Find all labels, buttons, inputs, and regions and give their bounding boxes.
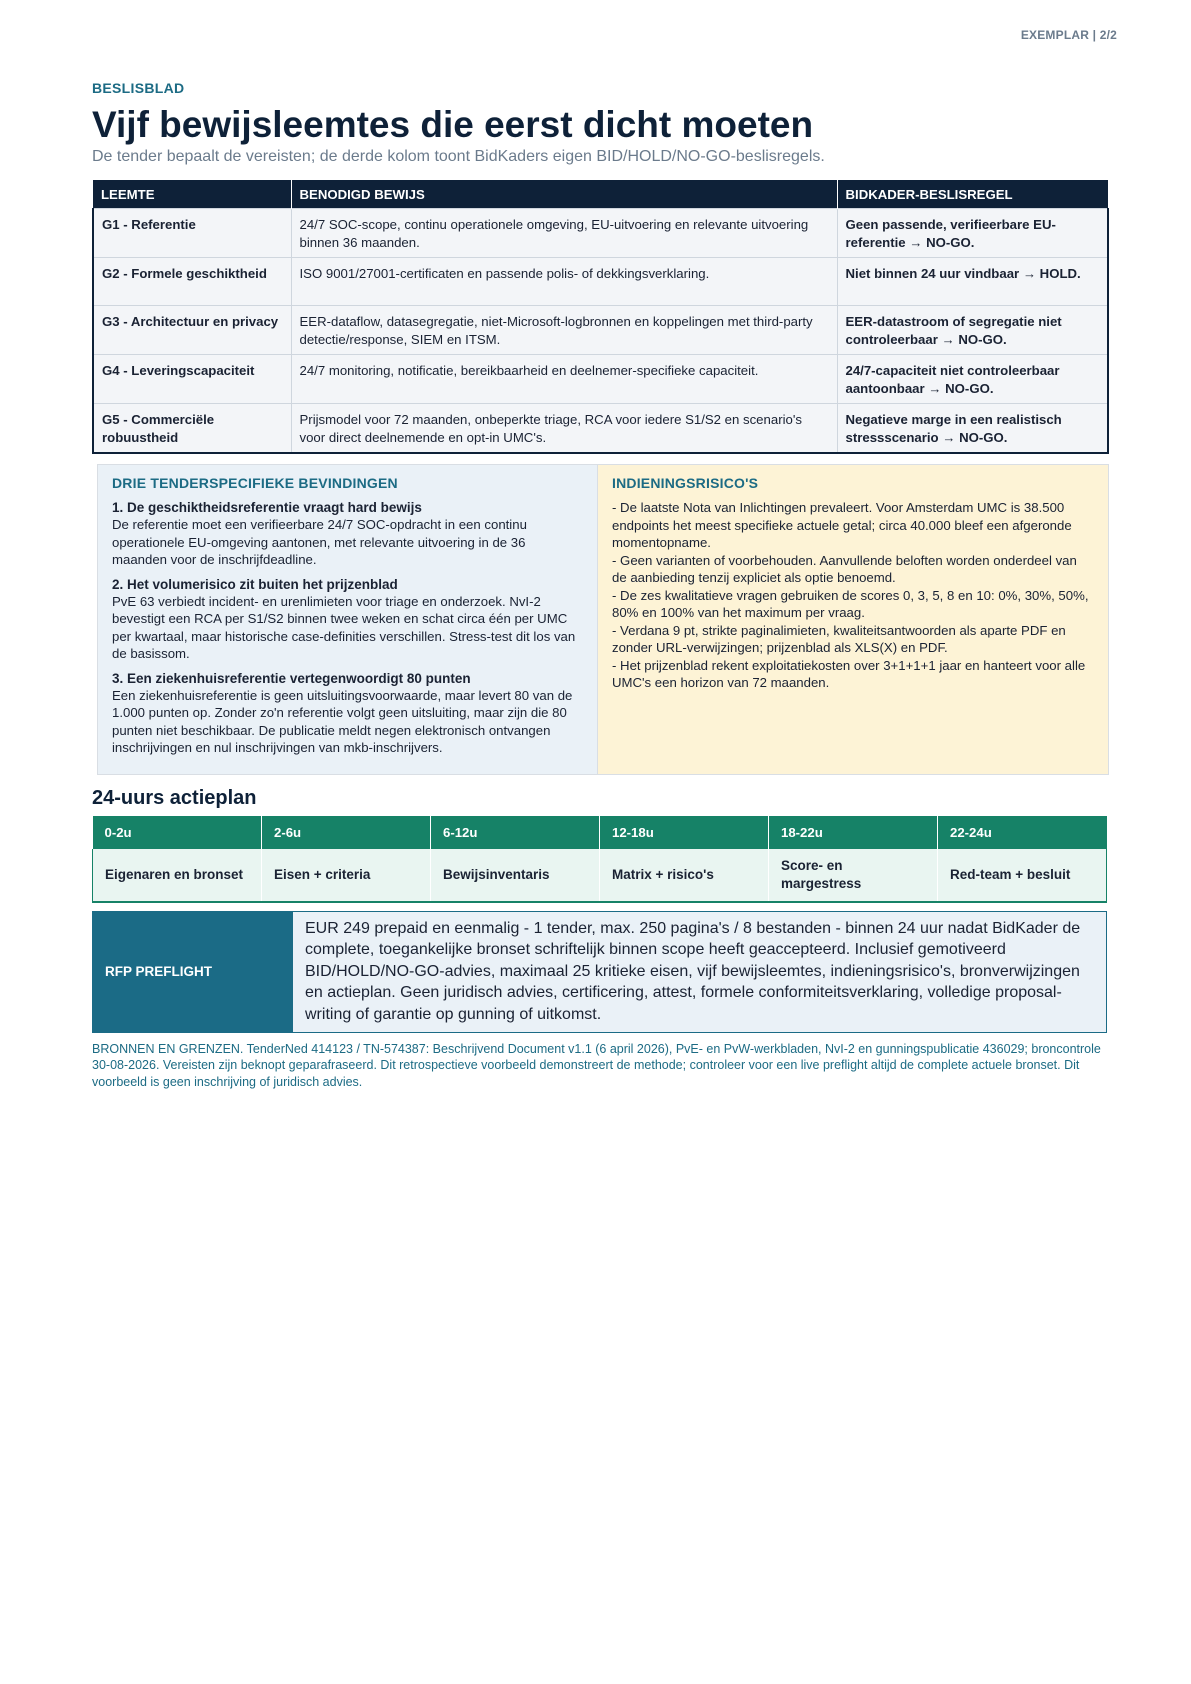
evidence-cell: 24/7 SOC-scope, continu operationele omgeving, EU-uitvoering en relevante uitvoering binnen 36 maanden. <box>291 209 837 258</box>
task-cell: Eisen + criteria <box>262 849 431 902</box>
finding-title: 1. De geschiktheidsreferentie vraagt hard bewijs <box>112 500 422 515</box>
evidence-cell: 24/7 monitoring, notificatie, bereikbaarheid en deelnemer-specifieke capaciteit. <box>291 355 837 404</box>
gap-cell: G2 - Formele geschiktheid <box>93 258 291 306</box>
finding-item <box>112 499 583 569</box>
time-slot: 18-22u <box>769 816 938 849</box>
action-plan-table <box>92 816 1107 903</box>
risk-item: - Het prijzenblad rekent exploitatiekosten over 3+1+1+1 jaar en hanteert voor alle UMC's een horizon van 72 maanden. <box>612 657 1086 690</box>
finding-item <box>112 670 583 757</box>
time-slot: 2-6u <box>262 816 431 849</box>
evidence-cell: ISO 9001/27001-certificaten en passende polis- of dekkingsverklaring. <box>291 258 837 306</box>
findings-heading: DRIE TENDERSPECIFIEKE BEVINDINGEN <box>112 475 398 491</box>
finding-item <box>112 576 583 663</box>
gap-cell: G3 - Architectuur en privacy <box>93 306 291 355</box>
risks-heading: INDIENINGSRISICO'S <box>612 475 759 491</box>
column-header-rule: BIDKADER-BESLISREGEL <box>837 180 1108 209</box>
finding-title: 3. Een ziekenhuisreferentie vertegenwoordigt 80 punten <box>112 670 471 686</box>
evidence-cell: Prijsmodel voor 72 maanden, onbeperkte triage, RCA voor iedere S1/S2 en scenario's voor direct deelnemende en opt-in UMC's. <box>291 404 837 454</box>
submission-risks-box <box>598 465 1108 774</box>
findings-and-risks-panel <box>97 464 1109 775</box>
time-slot: 12-18u <box>600 816 769 849</box>
rule-cell: Niet binnen 24 uur vindbaar → HOLD. <box>837 258 1108 306</box>
page-subtitle: De tender bepaalt de vereisten; de derde kolom toont BidKaders eigen BID/HOLD/NO-GO-beslisregels. <box>92 148 825 165</box>
rfp-preflight-box <box>92 911 1107 1033</box>
table-row <box>93 306 1108 355</box>
action-plan-heading: 24-uurs actieplan <box>92 786 257 809</box>
gap-cell: G5 - Commerciële robuustheid <box>93 404 291 454</box>
risk-item: - De zes kwalitatieve vragen gebruiken de scores 0, 3, 5, 8 en 10: 0%, 30%, 50%, 80% en 100% van het maximum per vraag. <box>612 587 1089 620</box>
table-row <box>93 355 1108 404</box>
task-row <box>93 849 1107 902</box>
task-cell: Red-team + besluit <box>938 849 1107 902</box>
evidence-gaps-table <box>92 180 1109 454</box>
time-slot: 22-24u <box>938 816 1107 849</box>
findings-box <box>98 465 598 774</box>
gap-cell: G4 - Leveringscapaciteit <box>93 355 291 404</box>
task-cell: Score- en margestress <box>769 849 938 902</box>
rule-cell: Negatieve marge in een realistisch stressscenario → NO-GO. <box>837 404 1108 454</box>
risk-item: - Geen varianten of voorbehouden. Aanvullende beloften worden onderdeel van de aanbieding tenzij expliciet als optie benoemd. <box>612 552 1077 585</box>
table-row <box>93 404 1108 454</box>
task-cell: Eigenaren en bronset <box>93 849 262 902</box>
time-slot: 6-12u <box>431 816 600 849</box>
time-slot-row <box>93 816 1107 849</box>
finding-body: De referentie moet een verifieerbare 24/7 SOC-opdracht in een continu operationele EU-omgeving aantonen, met relevante uitvoering in de 36 maanden voor de inschrijfdeadline. <box>112 517 527 567</box>
finding-title: 2. Het volumerisico zit buiten het prijzenblad <box>112 576 398 592</box>
task-cell: Matrix + risico's <box>600 849 769 902</box>
table-row <box>93 258 1108 306</box>
kicker-label: BESLISBLAD <box>92 80 185 96</box>
column-header-gap: LEEMTE <box>93 180 291 209</box>
content <box>92 80 1107 1090</box>
time-slot: 0-2u <box>93 816 262 849</box>
risk-item: - De laatste Nota van Inlichtingen prevaleert. Voor Amsterdam UMC is 38.500 endpoints het meest specifieke actuele getal; circa 40.000 bleef een afgeronde momentopname. <box>612 500 1072 550</box>
evidence-cell: EER-dataflow, datasegregatie, niet-Microsoft-logbronnen en koppelingen met third-party detectie/response, SIEM en ITSM. <box>291 306 837 355</box>
table-row <box>93 209 1108 258</box>
gap-cell: G1 - Referentie <box>93 209 291 258</box>
risk-item: - Verdana 9 pt, strikte paginalimieten, kwaliteitsantwoorden als aparte PDF en zonder URL-verwijzingen; prijzenblad als XLS(X) en PDF. <box>612 622 1066 655</box>
finding-body: PvE 63 verbiedt incident- en urenlimieten voor triage en onderzoek. NvI-2 bevestigt een RCA per S1/S2 binnen twee weken en schat circa één per UMC per kwartaal, maar historische case-definities verschillen. Stress-test dit los van de basissom. <box>112 593 576 661</box>
table-header-row <box>93 180 1108 209</box>
finding-body: Een ziekenhuisreferentie is geen uitsluitingsvoorwaarde, maar levert 80 van de 1.000 punten op. Zonder zo'n referentie volgt geen uitsluiting, maar zijn die 80 punten niet beschikbaar. De publicatie meldt negen elektronisch ontvangen inschrijvingen en nul inschrijvingen van mkb-inschrijvers. <box>112 687 573 755</box>
preflight-label: RFP PREFLIGHT <box>93 912 293 1032</box>
exemplar-page-indicator: EXEMPLAR | 2/2 <box>1020 28 1117 42</box>
task-cell: Bewijsinventaris <box>431 849 600 902</box>
column-header-evidence: BENODIGD BEWIJS <box>291 180 837 209</box>
rule-cell: Geen passende, verifieerbare EU-referentie → NO-GO. <box>837 209 1108 258</box>
sources-and-limits-note: BRONNEN EN GRENZEN. TenderNed 414123 / TN-574387: Beschrijvend Document v1.1 (6 april 2026), PvE- en PvW-werkbladen, NvI-2 en gunningspublicatie 436029; broncontrole 30-08-2026. Vereisten zijn beknopt geparafraseerd. Dit retrospectieve voorbeeld demonstreert de methode; controleer voor een live preflight altijd de complete actuele bronset. Dit voorbeeld is geen inschrijving of juridisch advies. <box>92 1041 1101 1089</box>
page-title: Vijf bewijsleemtes die eerst dicht moeten <box>92 104 814 145</box>
rule-cell: EER-datastroom of segregatie niet controleerbaar → NO-GO. <box>837 306 1108 355</box>
preflight-description: EUR 249 prepaid en eenmalig - 1 tender, max. 250 pagina's / 8 bestanden - binnen 24 uur nadat BidKader de complete, toegankelijke bronset schriftelijk binnen scope heeft geaccepteerd. Inclusief gemotiveerd BID/HOLD/NO-GO-advies, maximaal 25 kritieke eisen, vijf bewijsleemtes, indieningsrisico's, bronverwijzingen en actieplan. Geen juridisch advies, certificering, attest, formele conformiteitsverklaring, volledige proposal-writing of garantie op gunning of uitkomst. <box>293 912 1106 1032</box>
rule-cell: 24/7-capaciteit niet controleerbaar aantoonbaar → NO-GO. <box>837 355 1108 404</box>
